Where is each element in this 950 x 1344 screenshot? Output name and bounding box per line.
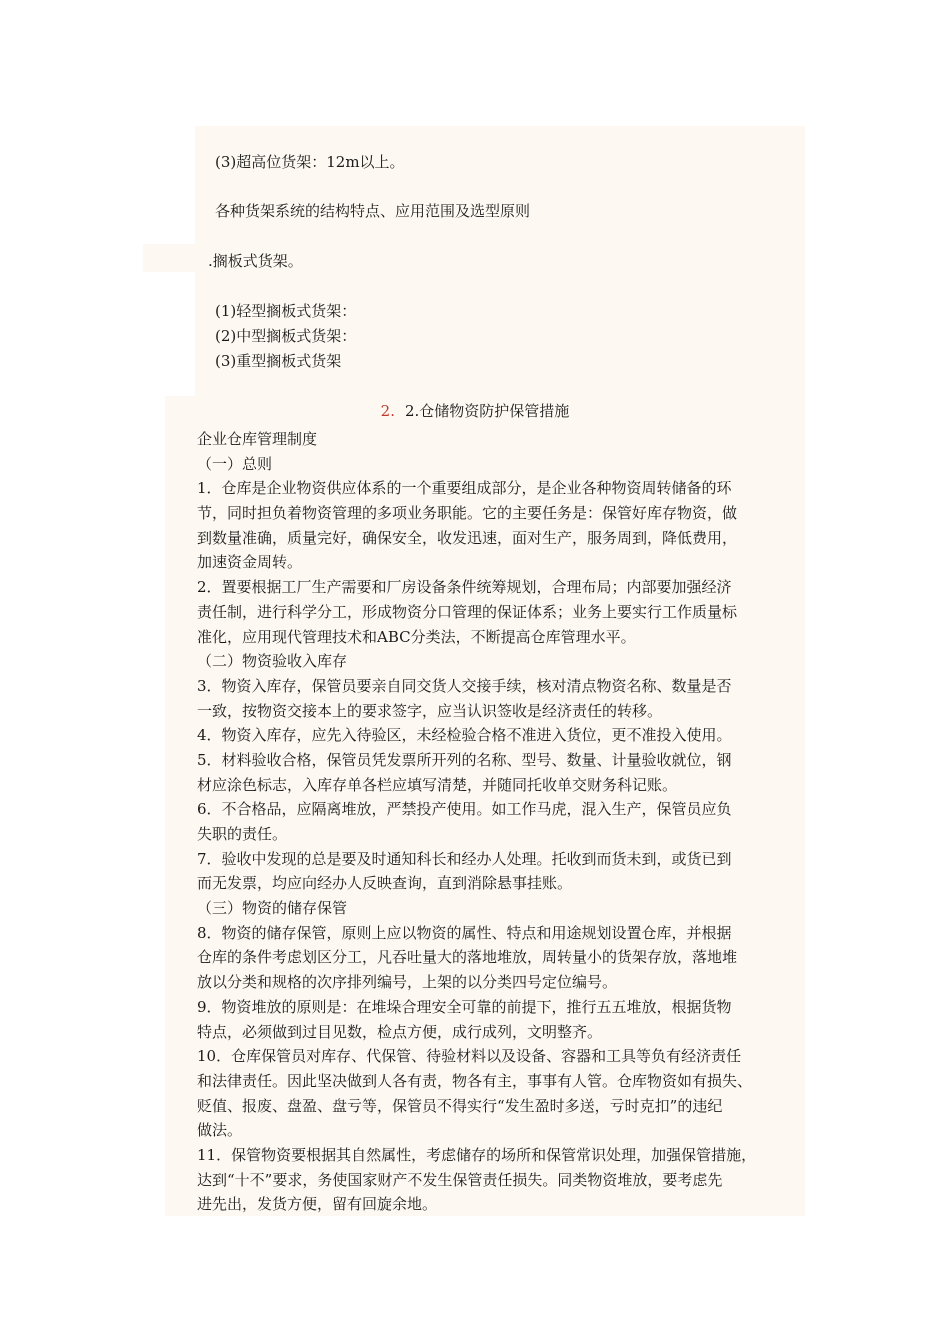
body-line: 仓库的条件考虑划区分工，凡吞吐量大的落地堆放，周转量小的货架存放，落地堆 [197, 948, 738, 967]
body-line: 1．仓库是企业物资供应体系的一个重要组成部分，是企业各种物资周转储备的环 [197, 479, 732, 498]
section-heading-number: 2. [380, 402, 395, 420]
top-line-4: (1)轻型搁板式货架： [215, 302, 357, 320]
body-line: 责任制，进行科学分工，形成物资分口管理的保证体系；业务上要实行工作质量标 [197, 602, 738, 621]
body-line: 11．保管物资要根据其自然属性，考虑储存的场所和保管常识处理，加强保管措施， [197, 1145, 757, 1164]
top-line-3: .搁板式货架。 [208, 252, 303, 270]
body-line: 做法。 [197, 1121, 243, 1140]
body-line: 2．置要根据工厂生产需要和厂房设备条件统筹规划，合理布局；内部要加强经济 [197, 578, 732, 597]
side-shaded-block [143, 244, 195, 272]
body-line: 加速资金周转。 [197, 553, 303, 572]
top-line-2: 各种货架系统的结构特点、应用范围及选型原则 [215, 202, 531, 220]
body-line: （二）物资验收入库存 [197, 652, 348, 671]
body-line: 到数量准确，质量完好，确保安全，收发迅速，面对生产，服务周到，降低费用， [197, 528, 738, 547]
body-line: 9．物资堆放的原则是：在堆垛合理安全可靠的前提下，推行五五堆放，根据货物 [197, 997, 732, 1016]
body-line: 一致，按物资交接本上的要求签字，应当认识签收是经济责任的转移。 [197, 701, 663, 720]
body-line: 企业仓库管理制度 [197, 430, 318, 448]
body-line: 贬值、报废、盘盈、盘亏等，保管员不得实行“发生盈时多送，亏时克扣”的违纪 [197, 1096, 723, 1115]
body-line: 而无发票，均应向经办人反映查询，直到消除悬事挂账。 [197, 874, 573, 893]
body-line: 3．物资入库存，保管员要亲自同交货人交接手续，核对清点物资名称、数量是否 [197, 676, 732, 695]
body-line: 8．物资的储存保管，原则上应以物资的属性、特点和用途规划设置仓库，并根据 [197, 923, 732, 942]
top-line-1: (3)超高位货架：12m以上。 [215, 153, 405, 171]
body-line: 失职的责任。 [197, 825, 288, 843]
body-line: 进先出，发货方便，留有回旋余地。 [197, 1195, 438, 1214]
body-line: （一）总则 [197, 454, 273, 473]
document-body [197, 427, 817, 1217]
body-line: 放以分类和规格的次序排列编号，上架的以分类四号定位编号。 [197, 973, 618, 992]
section-heading-title: 2.仓储物资防护保管措施 [404, 402, 570, 420]
body-line: 5．材料验收合格，保管员凭发票所开列的名称、型号、数量、计量验收就位，钢 [197, 750, 732, 769]
body-line: 准化，应用现代管理技术和ABC分类法，不断提高仓库管理水平。 [197, 627, 636, 646]
body-line: 4．物资入库存，应先入待验区，未经检验合格不准进入货位，更不准投入使用。 [197, 726, 732, 745]
body-line: 达到“十不”要求，务使国家财产不发生保管责任损失。同类物资堆放，要考虑先 [197, 1170, 723, 1189]
section-heading [0, 401, 950, 421]
body-line: 材应涂色标志，入库存单各栏应填写清楚，并随同托收单交财务科记账。 [197, 775, 678, 794]
body-line: 特点，必须做到过目见数，检点方便，成行成列，文明整齐。 [197, 1022, 603, 1041]
top-line-6: (3)重型搁板式货架 [215, 352, 342, 370]
body-line: （三）物资的储存保管 [197, 899, 348, 918]
body-line: 6．不合格品，应隔离堆放，严禁投产使用。如工作马虎，混入生产，保管员应负 [197, 800, 732, 819]
top-line-5: (2)中型搁板式货架： [215, 327, 357, 345]
body-line: 和法律责任。因此坚决做到人各有责，物各有主，事事有人管。仓库物资如有损失、 [197, 1071, 753, 1090]
body-line: 7．验收中发现的总是要及时通知科长和经办人处理。托收到而货未到，或货已到 [197, 849, 732, 868]
body-line: 节，同时担负着物资管理的多项业务职能。它的主要任务是：保管好库存物资，做 [197, 504, 738, 523]
body-line: 10．仓库保管员对库存、代保管、待验材料以及设备、容器和工具等负有经济责任 [197, 1047, 742, 1066]
